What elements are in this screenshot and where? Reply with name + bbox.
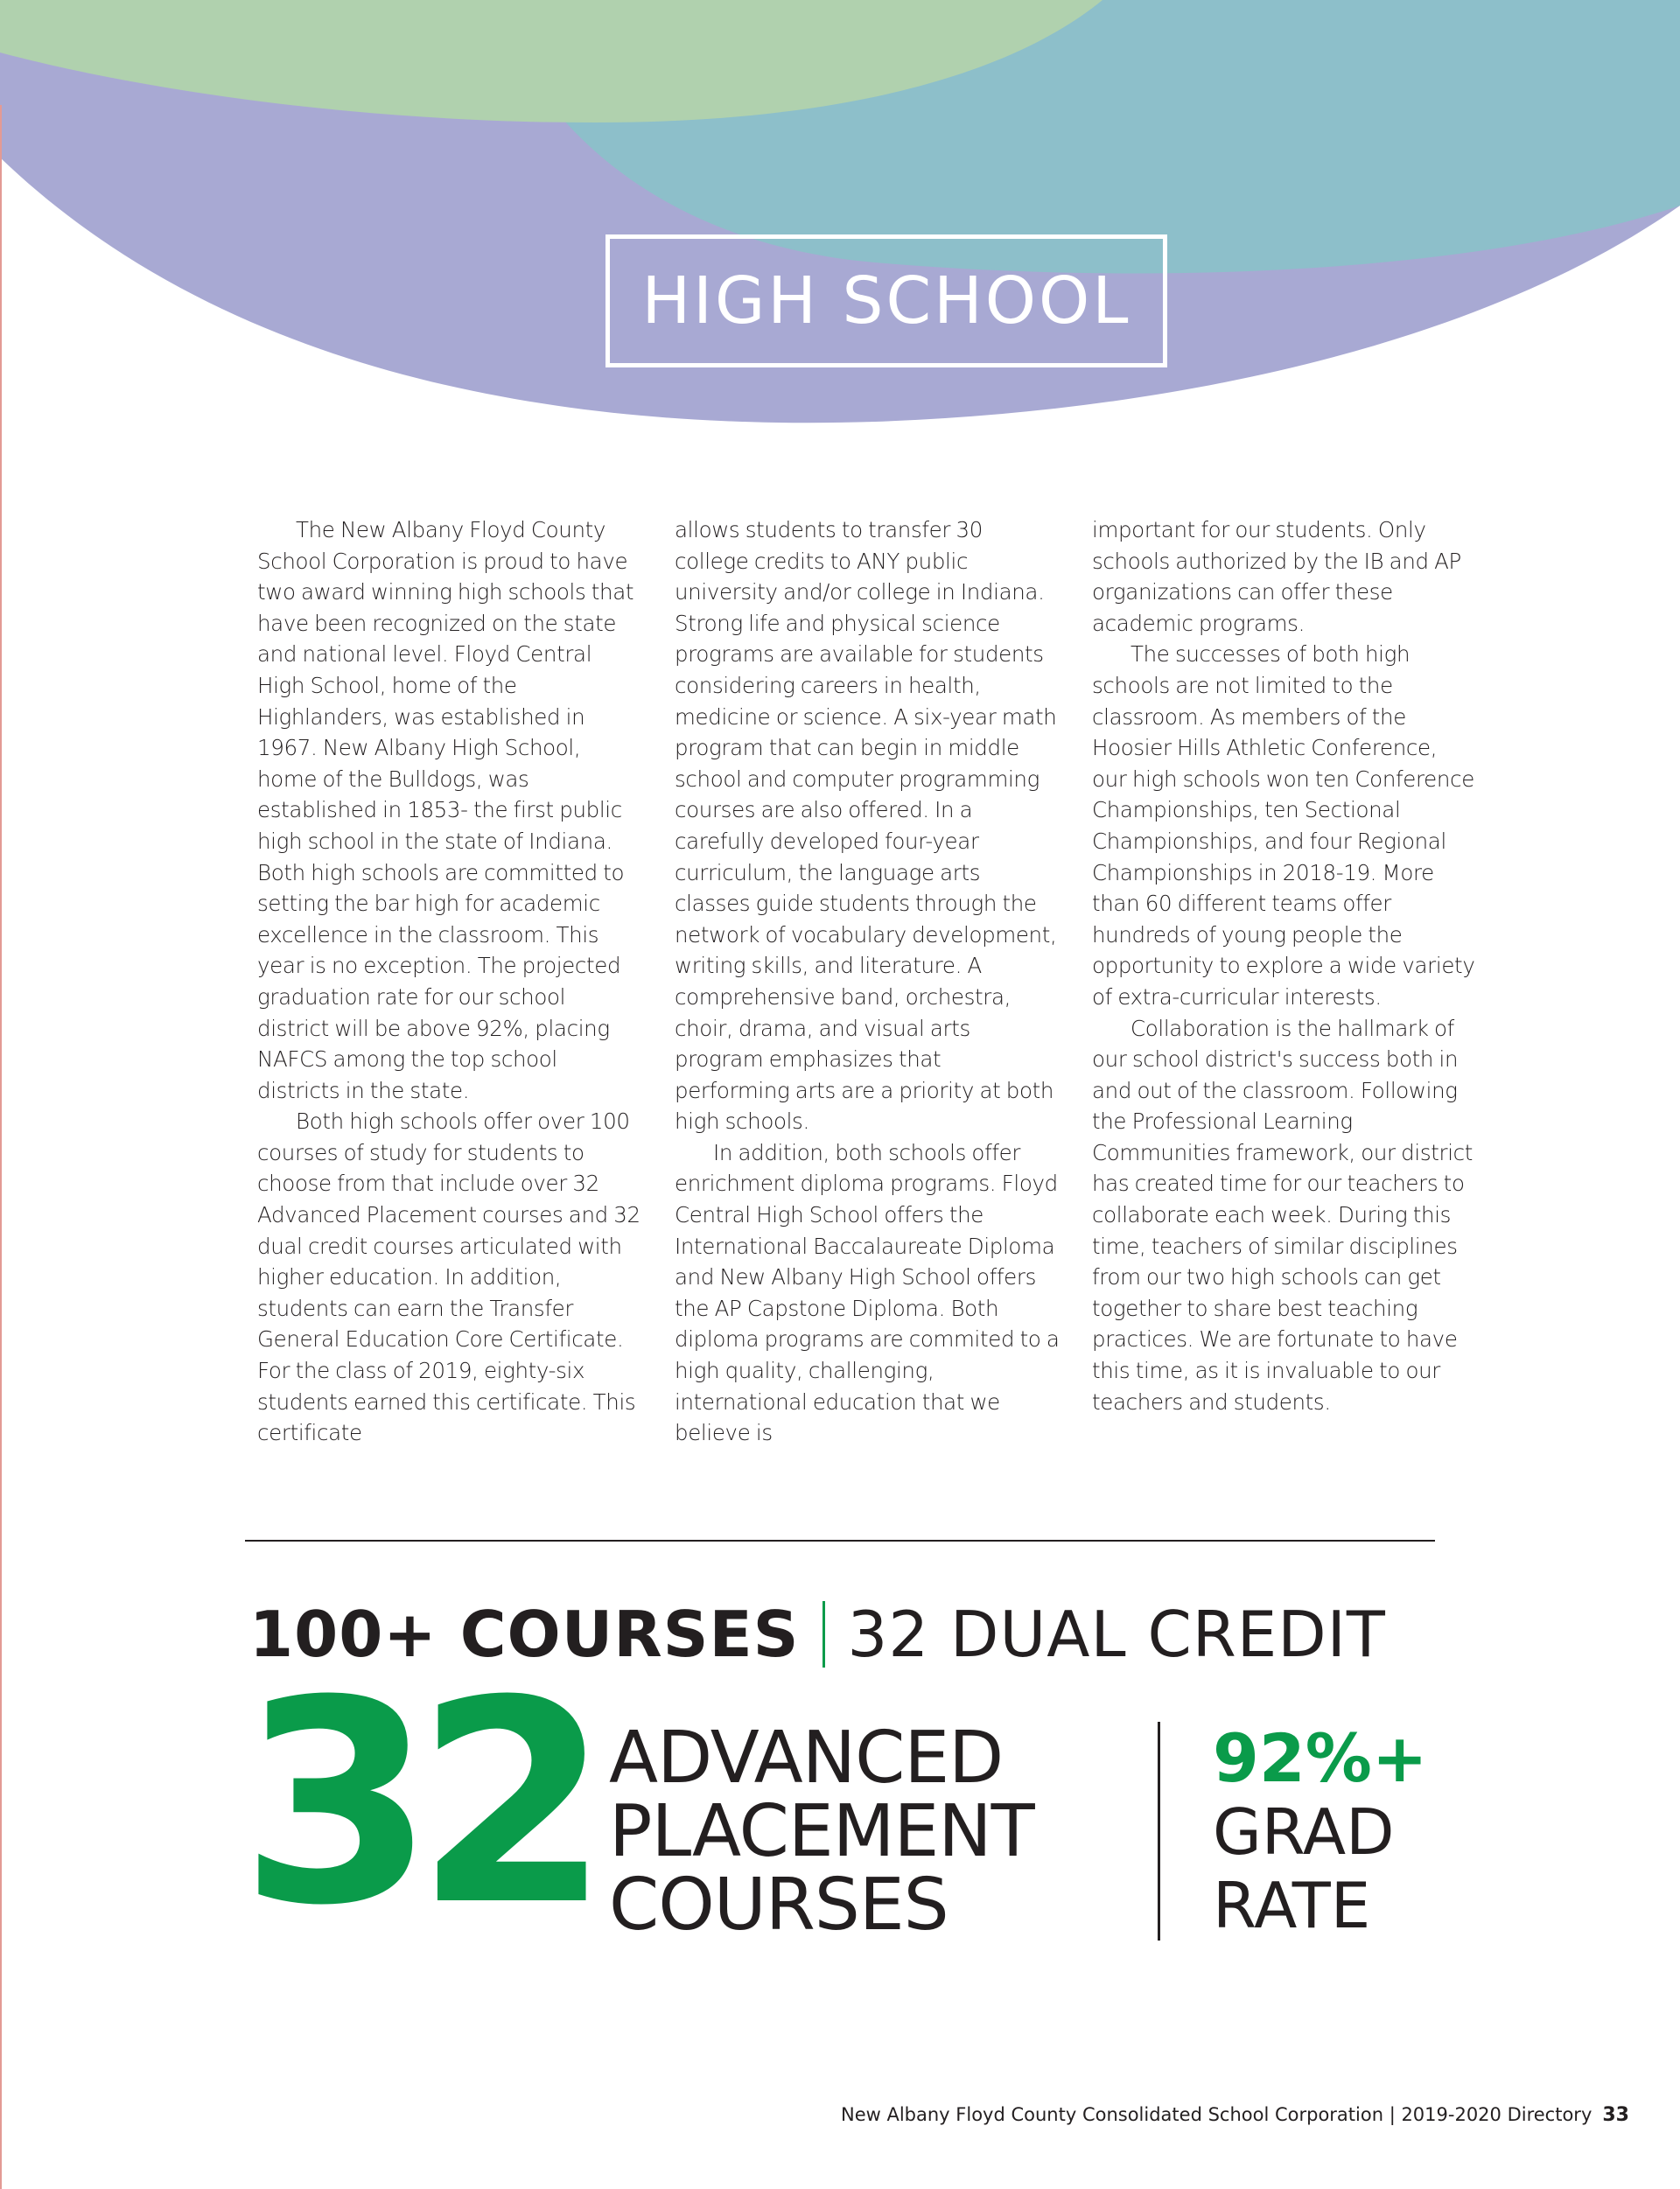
courses-stat: 100+ COURSES bbox=[249, 1598, 800, 1671]
page-edge-line bbox=[0, 105, 2, 2189]
article-paragraph: The New Albany Floyd County School Corporation is proud to have two award winning high schools that have been recognized on the state and national level. Floyd Central High School, home of the Highlanders, was established in 1967. New Albany High School, home of the Bulldogs, was established in 1853- the first public high school in the state of Indiana. Both high schools are committed to setting the bar high for academic excellence in the classroom. This year is no exception. The projected graduation rate for our school district will be above 92%, placing NAFCS among the top school districts in the state. bbox=[257, 517, 634, 1103]
section-title-box bbox=[606, 234, 1167, 367]
ap-label-line: ADVANCED bbox=[609, 1717, 1004, 1800]
grad-rate-label-line: RATE bbox=[1213, 1869, 1371, 1942]
article-paragraph: important for our students. Only schools authorized by the IB and AP organizations can offer these academic programs. bbox=[1092, 517, 1461, 636]
ap-label bbox=[609, 1717, 1134, 1947]
dual-credit-stat: 32 DUAL CREDIT bbox=[847, 1598, 1386, 1671]
article-column-3 bbox=[1092, 514, 1477, 1486]
stats-separator bbox=[822, 1601, 825, 1668]
article-paragraph: Collaboration is the hallmark of our school district's success both in and out of the classroom. Following the Professional Learning Communities framework, our district has created time for our teachers to collaborate each week. During this time, teachers of similar disciplines from our two high schools can get together to share best teaching practices. We are fortunate to have this time, as it is invaluable to our teachers and students. bbox=[1092, 1015, 1474, 1415]
ap-label-line: COURSES bbox=[609, 1864, 948, 1947]
article-column-2 bbox=[675, 514, 1060, 1486]
grad-rate-label-line: GRAD bbox=[1213, 1795, 1395, 1869]
grad-rate-stat bbox=[1213, 1719, 1475, 1942]
page-number: 33 bbox=[1602, 2103, 1629, 2126]
article-paragraph: In addition, both schools offer enrichment diploma programs. Floyd Central High School offers the International Baccalaureate Diploma and New Albany High School offers the AP Capstone Diploma. Both diploma programs are commited to a high quality, challenging, international education that we believe is bbox=[675, 1139, 1060, 1446]
stats-vertical-divider bbox=[1158, 1722, 1160, 1941]
article-paragraph: Both high schools offer over 100 courses of study for students to choose from that include over 32 Advanced Placement courses and 32 dual credit courses articulated with higher education. In addition, students can earn the Transfer General Education Core Certificate. For the class of 2019, eighty-six students earned this certificate. This certificate bbox=[257, 1108, 640, 1446]
page-footer bbox=[841, 2100, 1629, 2130]
article-column-1 bbox=[257, 514, 642, 1486]
article-paragraph: The successes of both high schools are not limited to the classroom. As members of the Hoosier Hills Athletic Conference, our high schools won ten Conference Championships, ten Sectional Championships, and four Regional Championships in 2018-19. More than 60 different teams offer hundreds of young people the opportunity to explore a wide variety of extra-curricular interests. bbox=[1092, 641, 1475, 1010]
article-paragraph: allows students to transfer 30 college credits to ANY public university and/or college in Indiana. Strong life and physical science programs are available for students considering careers in health, medicine or science. A six-year math program that can begin in middle school and computer programming courses are also offered. In a carefully developed four-year curriculum, the language arts classes guide students through the network of vocabulary development, writing skills, and literature. A comprehensive band, orchestra, choir, drama, and visual arts program emphasizes that performing arts are a priority at both high schools. bbox=[675, 517, 1057, 1135]
section-divider bbox=[245, 1540, 1435, 1542]
header-wave-graphic bbox=[0, 0, 1680, 437]
ap-number: 32 bbox=[240, 1641, 592, 1967]
section-title: HIGH SCHOOL bbox=[641, 263, 1131, 339]
footer-text: New Albany Floyd County Consolidated School Corporation | 2019-2020 Directory bbox=[840, 2104, 1592, 2125]
grad-rate-value: 92%+ bbox=[1213, 1719, 1428, 1797]
ap-label-line: PLACEMENT bbox=[609, 1790, 1034, 1873]
